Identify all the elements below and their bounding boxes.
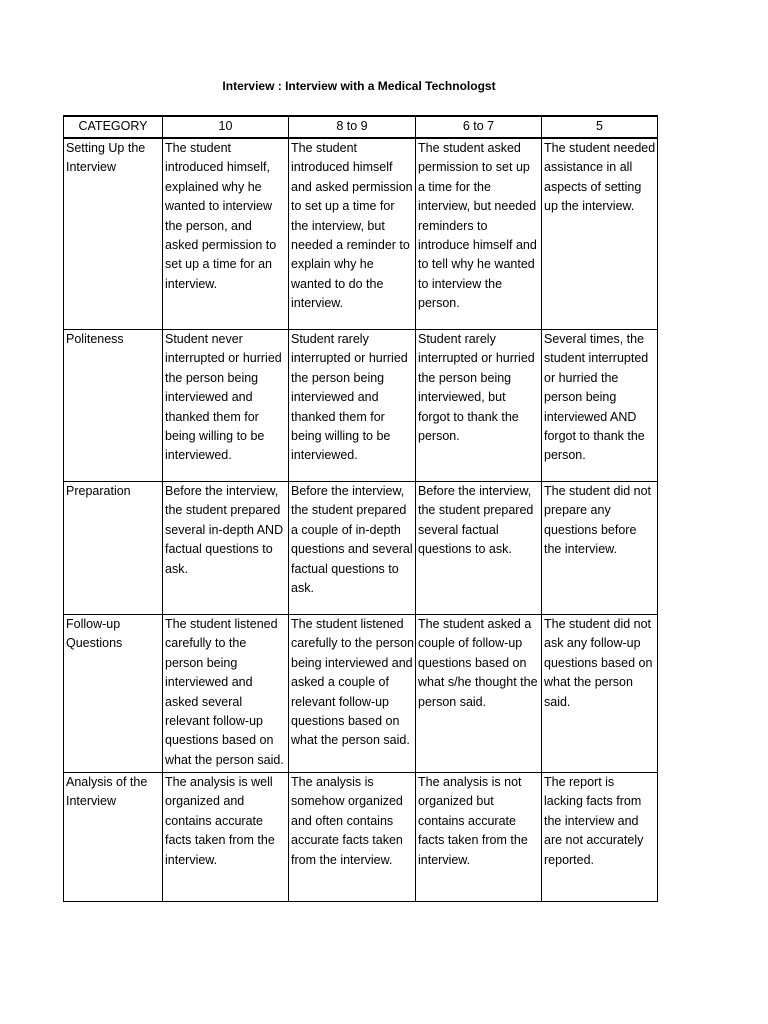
category-cell: Follow-up Questions [64, 615, 163, 773]
header-score-6-to-7: 6 to 7 [416, 116, 542, 138]
criteria-cell: The analysis is somehow organized and often contains accurate facts taken from the interview. [289, 773, 416, 902]
category-cell: Preparation [64, 482, 163, 615]
header-row [64, 116, 658, 138]
criteria-cell: The student asked a couple of follow-up questions based on what s/he thought the person said. [416, 615, 542, 773]
header-score-10: 10 [163, 116, 289, 138]
category-cell: Politeness [64, 330, 163, 482]
header-score-5: 5 [542, 116, 658, 138]
criteria-cell: Student rarely interrupted or hurried the person being interviewed and thanked them for being willing to be interviewed. [289, 330, 416, 482]
criteria-cell: The student did not prepare any questions before the interview. [542, 482, 658, 615]
criteria-cell: Before the interview, the student prepared a couple of in-depth questions and several factual questions to ask. [289, 482, 416, 615]
criteria-cell: The student listened carefully to the person being interviewed and asked several relevant follow-up questions based on what the person said. [163, 615, 289, 773]
criteria-cell: The student listened carefully to the person being interviewed and asked a couple of relevant follow-up questions based on what the person said. [289, 615, 416, 773]
criteria-cell: The analysis is not organized but contains accurate facts taken from the interview. [416, 773, 542, 902]
criteria-cell: The student introduced himself, explained why he wanted to interview the person, and asked permission to set up a time for an interview. [163, 138, 289, 330]
category-cell: Analysis of the Interview [64, 773, 163, 902]
criteria-cell: Before the interview, the student prepared several factual questions to ask. [416, 482, 542, 615]
table-row [64, 482, 658, 615]
document-title: Interview : Interview with a Medical Technologst [222, 79, 496, 93]
criteria-cell: Before the interview, the student prepared several in-depth AND factual questions to ask. [163, 482, 289, 615]
criteria-cell: The student needed assistance in all aspects of setting up the interview. [542, 138, 658, 330]
category-cell: Setting Up the Interview [64, 138, 163, 330]
criteria-cell: The student did not ask any follow-up questions based on what the person said. [542, 615, 658, 773]
header-score-8-to-9: 8 to 9 [289, 116, 416, 138]
criteria-cell: Student never interrupted or hurried the person being interviewed and thanked them for being willing to be interviewed. [163, 330, 289, 482]
criteria-cell: The analysis is well organized and contains accurate facts taken from the interview. [163, 773, 289, 902]
table-row [64, 138, 658, 330]
criteria-cell: The student asked permission to set up a time for the interview, but needed reminders to introduce himself and to tell why he wanted to interview the person. [416, 138, 542, 330]
criteria-cell: The report is lacking facts from the interview and are not accurately reported. [542, 773, 658, 902]
criteria-cell: Several times, the student interrupted or hurried the person being interviewed AND forgot to thank the person. [542, 330, 658, 482]
rubric-table [63, 115, 658, 902]
criteria-cell: The student introduced himself and asked permission to set up a time for the interview, but needed a reminder to explain why he wanted to do the interview. [289, 138, 416, 330]
table-row [64, 773, 658, 902]
header-category: CATEGORY [64, 116, 163, 138]
table-row [64, 615, 658, 773]
criteria-cell: Student rarely interrupted or hurried the person being interviewed, but forgot to thank the person. [416, 330, 542, 482]
table-row [64, 330, 658, 482]
